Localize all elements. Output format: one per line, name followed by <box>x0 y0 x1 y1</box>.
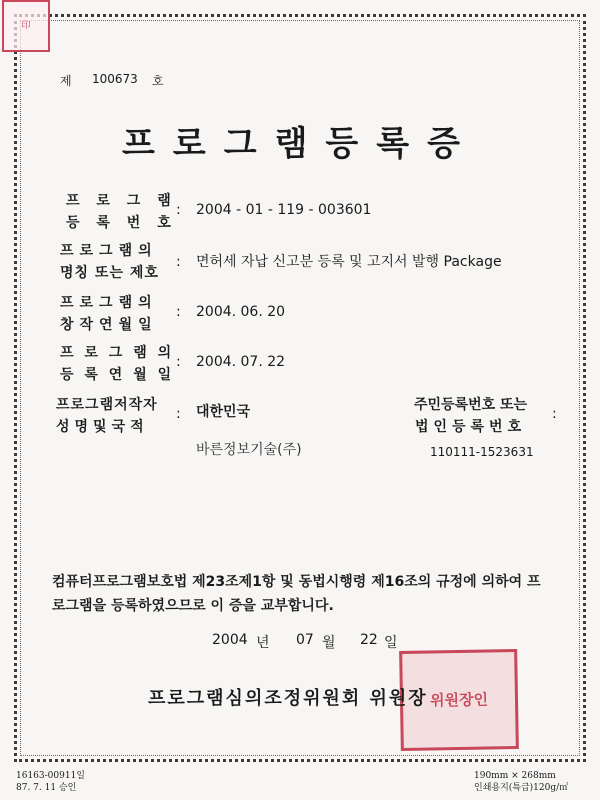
issue-day-unit: 일 <box>384 635 398 651</box>
field-value-creation-date: 2004. 06. 20 <box>196 304 286 320</box>
field-label-program-name: 프로그램의 명칭 또는 제호 <box>60 243 159 281</box>
issue-year-unit: 년 <box>256 635 270 651</box>
corp-id-value: 110111-1523631 <box>430 445 534 459</box>
field-value-program-name: 면허세 자납 신고분 등록 및 고지서 발행 Package <box>196 254 502 270</box>
field-colon: : <box>176 304 181 320</box>
top-seal-text: 印 <box>21 21 31 31</box>
author-name: 바른정보기술(주) <box>196 442 302 458</box>
field-colon: : <box>176 354 181 370</box>
top-seal-stamp <box>2 0 50 52</box>
cert-number-suffix: 호 <box>152 74 164 88</box>
field-colon: : <box>176 254 181 270</box>
cert-number-prefix: 제 <box>60 74 72 88</box>
official-seal-text: 위원장인 <box>429 690 489 710</box>
field-label-creation-date: 프로그램의 창작연월일 <box>60 295 158 333</box>
page-title: 프로그램등록증 <box>122 124 478 164</box>
author-nationality: 대한민국 <box>196 404 251 420</box>
field-colon: : <box>176 202 181 218</box>
issue-day: 22 <box>360 632 378 648</box>
cert-number: 100673 <box>92 72 138 86</box>
field-label-registration-date: 프 로 그 램 의 등 록 연 월 일 <box>60 345 175 383</box>
issue-month: 07 <box>296 632 314 648</box>
field-label-reg-number: 프 로 그 램 등 록 번 호 <box>66 193 177 231</box>
field-label-author: 프로그램저작자 성명및국적 <box>56 397 158 435</box>
field-value-registration-date: 2004. 07. 22 <box>196 354 286 370</box>
issuer-name: 프로그램심의조정위원회 위원장 <box>148 688 428 709</box>
footer-right: 190mm × 268mm 인쇄용지(특급)120g/㎡ <box>474 771 569 793</box>
statement-paragraph: 컴퓨터프로그램보호법 제23조제1항 및 동법시행령 제16조의 규정에 의하여 프로그램을 등록하였으므로 이 증을 교부합니다. <box>52 574 541 614</box>
field-value-reg-number: 2004 - 01 - 119 - 003601 <box>196 202 372 218</box>
issue-month-unit: 월 <box>322 635 336 651</box>
issue-year: 2004 <box>212 632 248 648</box>
footer-left: 16163-00911일 87. 7. 11 승인 <box>16 771 85 793</box>
field-colon: : <box>176 406 181 422</box>
field-colon: : <box>552 406 557 422</box>
field-label-corp-id: 주민등록번호 또는 법인등록번호 <box>414 397 528 435</box>
